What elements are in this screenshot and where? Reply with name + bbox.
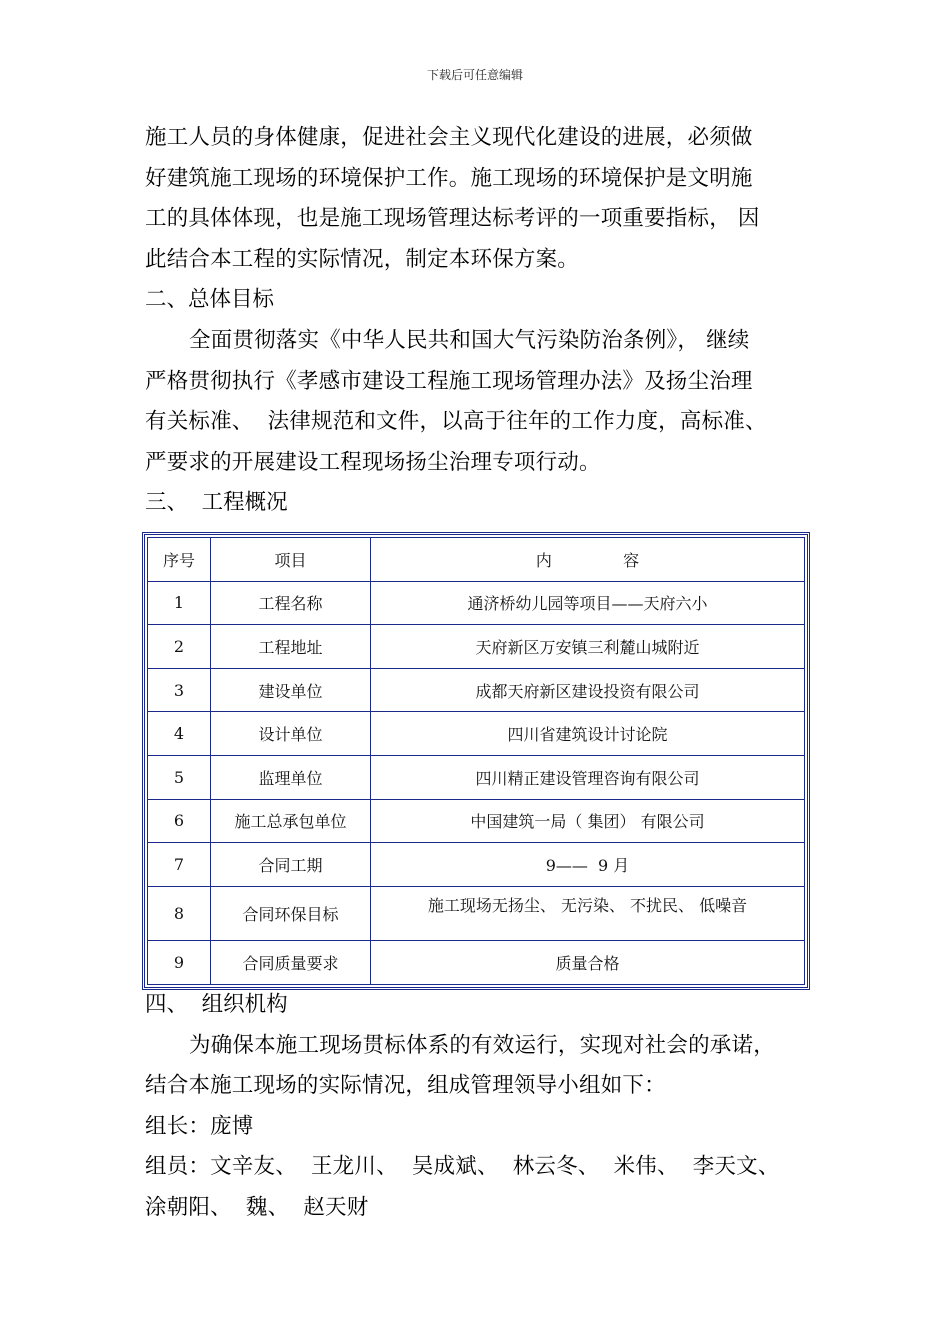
table-row: [148, 886, 805, 941]
table-header-row: [148, 538, 805, 582]
cell-index: 1: [148, 581, 211, 625]
cell-item: 工程地址: [211, 625, 371, 669]
cell-index: 4: [148, 712, 211, 756]
cell-content: 四川精正建设管理咨询有限公司: [371, 756, 805, 800]
cell-index: 2: [148, 625, 211, 669]
cell-content: 通济桥幼儿园等项目——天府六小: [371, 581, 805, 625]
document-body: [145, 118, 810, 524]
cell-content: 9—— 9 月: [371, 843, 805, 887]
cell-item: 工程名称: [211, 581, 371, 625]
table-row: [148, 581, 805, 625]
page-header-note: 下载后可任意编辑: [426, 68, 523, 82]
section-heading-project-overview: 三、 工程概况: [145, 490, 288, 516]
cell-index: 9: [148, 941, 211, 985]
paragraph-line: 施工人员的身体健康，促进社会主义现代化建设的进展，必须做: [145, 125, 753, 150]
table-row: [148, 712, 805, 756]
cell-index: 3: [148, 668, 211, 712]
paragraph-line: 严格贯彻执行《孝感市建设工程施工现场管理办法》及扬尘治理: [145, 368, 753, 394]
paragraph-line: 此结合本工程的实际情况，制定本环保方案。: [145, 246, 580, 272]
header-cell-content: 内 容: [371, 538, 805, 582]
cell-content: 成都天府新区建设投资有限公司: [371, 668, 805, 712]
cell-content: 四川省建筑设计讨论院: [371, 712, 805, 756]
cell-item: 合同质量要求: [211, 941, 371, 985]
cell-item: 设计单位: [211, 712, 371, 756]
table-row: [148, 941, 805, 985]
project-overview-table-frame: [142, 532, 810, 990]
table-row: [148, 625, 805, 669]
section-heading-overall-goal: 二、总体目标: [145, 287, 275, 313]
header-cell-item: 项目: [211, 538, 371, 582]
table-row: [148, 668, 805, 712]
cell-index: 5: [148, 756, 211, 800]
section-heading-organization: 四、 组织机构: [145, 992, 288, 1017]
paragraph-line: 结合本施工现场的实际情况，组成管理领导小组如下：: [145, 1073, 666, 1099]
paragraph-line: 有关标准、 法律规范和文件，以高于往年的工作力度，高标准、: [145, 409, 767, 435]
paragraph-line: 为确保本施工现场贯标体系的有效运行，实现对社会的承诺，: [189, 1032, 775, 1058]
paragraph-line: 工的具体体现，也是施工现场管理达标考评的一项重要指标， 因: [145, 206, 760, 232]
header-cell-index: 序号: [148, 538, 211, 582]
team-members-line: 组员：文辛友、 王龙川、 吴成斌、 林云冬、 米伟、 李天文、: [145, 1154, 780, 1180]
team-leader-line: 组长：庞博: [145, 1113, 254, 1139]
cell-content: 质量合格: [371, 941, 805, 985]
project-overview-table: [147, 537, 805, 985]
cell-index: 7: [148, 843, 211, 887]
paragraph-line: 全面贯彻落实《中华人民共和国大气污染防治条例》， 继续: [189, 327, 750, 353]
cell-content: 天府新区万安镇三利麓山城附近: [371, 625, 805, 669]
cell-content: 中国建筑一局（ 集团） 有限公司: [371, 799, 805, 843]
cell-content: 施工现场无扬尘、 无污染、 不扰民、 低噪音: [371, 886, 805, 941]
table-row: [148, 756, 805, 800]
paragraph-line: 严要求的开展建设工程现场扬尘治理专项行动。: [145, 449, 601, 475]
paragraph-line: 好建筑施工现场的环境保护工作。施工现场的环境保护是文明施: [145, 165, 753, 191]
cell-item: 监理单位: [211, 756, 371, 800]
cell-index: 8: [148, 886, 211, 941]
cell-item: 施工总承包单位: [211, 799, 371, 843]
table-row: [148, 799, 805, 843]
cell-item: 合同环保目标: [211, 886, 371, 941]
table-row: [148, 843, 805, 887]
cell-index: 6: [148, 799, 211, 843]
cell-item: 建设单位: [211, 668, 371, 712]
team-members-line: 涂朝阳、 魏、 赵天财: [145, 1194, 369, 1220]
cell-item: 合同工期: [211, 843, 371, 887]
document-body-continued: [145, 985, 810, 1229]
